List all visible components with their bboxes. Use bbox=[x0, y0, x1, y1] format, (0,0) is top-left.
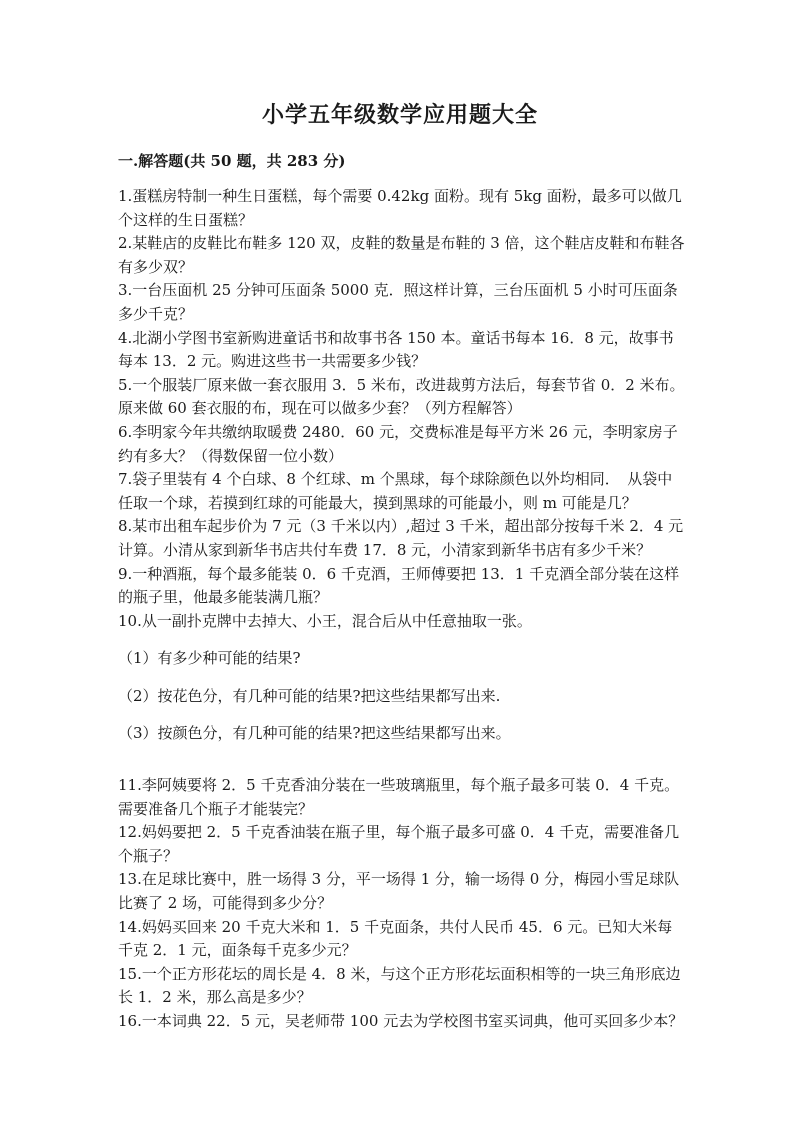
question-item: 13.在足球比赛中，胜一场得 3 分，平一场得 1 分，输一场得 0 分，梅园小雪足球队比赛了 2 场，可能得到多少分？ bbox=[118, 870, 680, 913]
question-item: 1.蛋糕房特制一种生日蛋糕，每个需要 0.42kg 面粉。现有 5kg 面粉，最多可以做几个这样的生日蛋糕？ bbox=[118, 187, 682, 229]
question-item: 16.一本词典 22．5 元，吴老师带 100 元去为学校图书室买词典，他可买回多少本？ bbox=[118, 1012, 684, 1030]
spacer bbox=[118, 760, 686, 774]
question-item: 11.李阿姨要将 2．5 千克香油分装在一些玻璃瓶里，每个瓶子最多可装 0．4 千克。需要准备几个瓶子才能装完？ bbox=[118, 776, 680, 818]
question-item: 4.北湖小学图书室新购进童话书和故事书各 150 本。童话书每本 16．8 元，故事书每本 13．2 元。购进这些书一共需要多少钱？ bbox=[118, 328, 674, 371]
question-item: 2.某鞋店的皮鞋比布鞋多 120 双，皮鞋的数量是布鞋的 3 倍，这个鞋店皮鞋和布鞋各有多少双？ bbox=[118, 234, 685, 276]
question-list bbox=[118, 185, 686, 1034]
question-item: 15.一个正方形花坛的周长是 4．8 米，与这个正方形花坛面积相等的一块三角形底边长 1．2 米，那么高是多少？ bbox=[118, 964, 681, 1007]
section-heading: 一.解答题(共 50 题，共 283 分) bbox=[118, 152, 346, 170]
page-title: 小学五年级数学应用题大全 bbox=[261, 102, 538, 128]
question-item: 5.一个服装厂原来做一套衣服用 3．5 米布，改进裁剪方法后，每套节省 0．2 米布。原来做 60 套衣服的布，现在可以做多少套？（列方程解答） bbox=[118, 375, 685, 418]
question-item: 14.妈妈买回来 20 千克大米和 1．5 千克面条，共付人民币 45．6 元。已知大米每千克 2．1 元，面条每千克多少元？ bbox=[118, 917, 673, 960]
question-item: 3.一台压面机 25 分钟可压面条 5000 克．照这样计算，三台压面机 5 小时可压面条多少千克？ bbox=[118, 281, 678, 323]
question-item: 9.一种酒瓶，每个最多能装 0．6 千克酒，王师傅要把 13．1 千克酒全部分装在这样的瓶子里，他最多能装满几瓶？ bbox=[118, 564, 680, 607]
sub-question-item: （3）按颜色分，有几种可能的结果?把这些结果都写出来。 bbox=[118, 724, 511, 743]
sub-question-item: （1）有多少种可能的结果? bbox=[118, 649, 301, 668]
question-item: 6.李明家今年共缴纳取暖费 2480．60 元，交费标准是每平方米 26 元，李明家房子约有多大？（得数保留一位小数） bbox=[118, 422, 678, 465]
question-item: 7.袋子里装有 4 个白球、8 个红球、m 个黑球，每个球除颜色以外均相同． 从袋中任取一个球，若摸到红球的可能最大，摸到黑球的可能最小，则 m 可能是几？ bbox=[118, 470, 673, 512]
question-item: 12.妈妈要把 2．5 千克香油装在瓶子里，每个瓶子最多可盛 0．4 千克，需要准备几个瓶子？ bbox=[118, 823, 680, 865]
sub-question-item: （2）按花色分，有几种可能的结果?把这些结果都写出来. bbox=[118, 686, 501, 705]
question-item: 8.某市出租车起步价为 7 元（3 千米以内）,超过 3 千米，超出部分按每千米 2．4 元计算。小清从家到新华书店共付车费 17．8 元，小清家到新华书店有多少千米？ bbox=[118, 517, 684, 559]
question-item: 10.从一副扑克牌中去掉大、小王，混合后从中任意抽取一张。 bbox=[118, 611, 532, 630]
